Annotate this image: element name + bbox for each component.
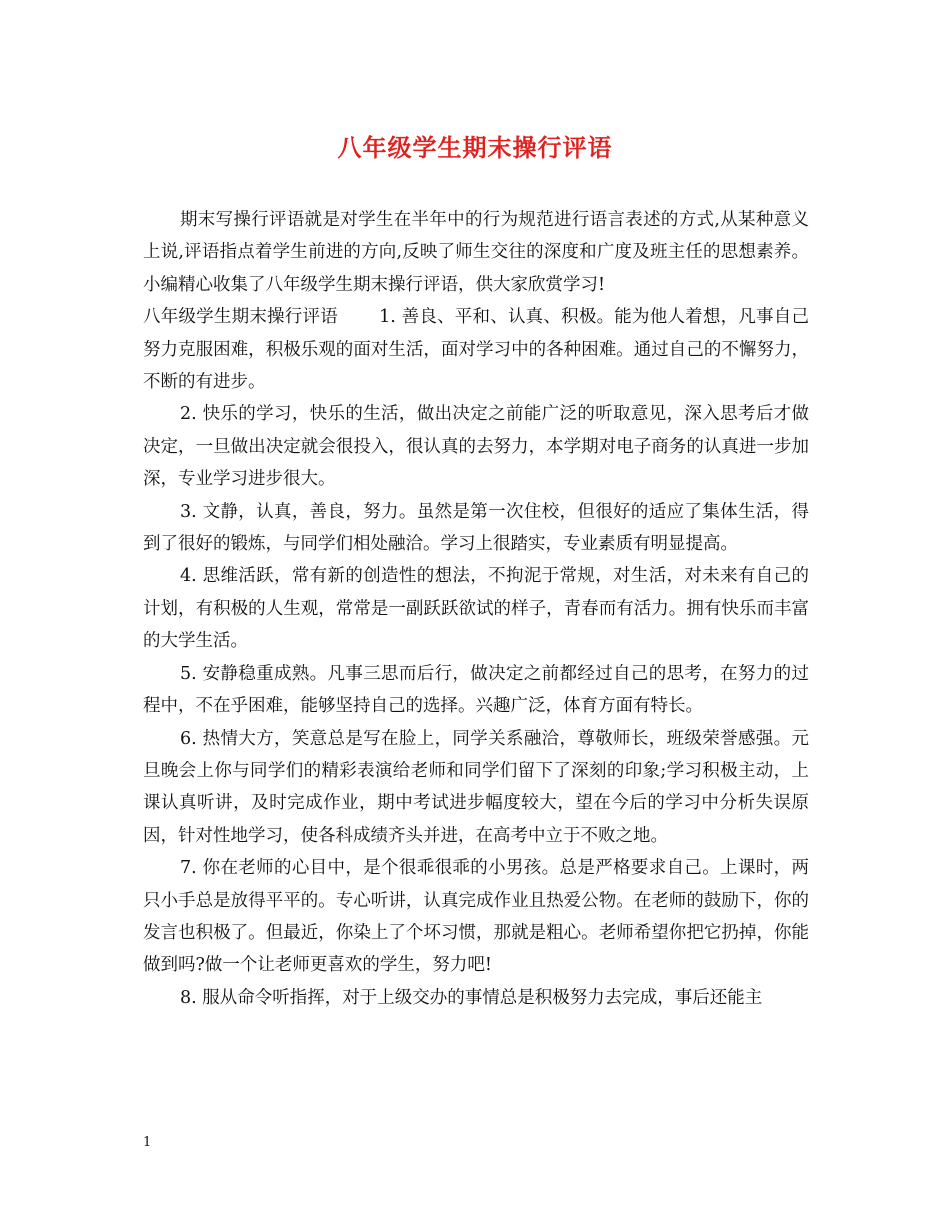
document-title: 八年级学生期末操行评语 bbox=[337, 133, 613, 162]
paragraph-comment-1: 八年级学生期末操行评语 1. 善良、平和、认真、积极。能为他人着想，凡事自己努力克服困难，积极乐观的面对生活，面对学习中的各种困难。通过自己的不懈努力，不断的有进步。 bbox=[143, 307, 809, 393]
paragraph-comment-7: 7. 你在老师的心目中，是个很乖很乖的小男孩。总是严格要求自己。上课时，两只小手总是放得平平的。专心听讲，认真完成作业且热爱公物。在老师的鼓励下，你的发言也积极了。但最近，你染上了个坏习惯，那就是粗心。老师希望你把它扔掉，你能做到吗?做一个让老师更喜欢的学生，努力吧! bbox=[143, 858, 809, 976]
paragraph-intro: 期末写操行评语就是对学生在半年中的行为规范进行语言表述的方式,从某种意义上说,评语指点着学生前进的方向,反映了师生交往的深度和广度及班主任的思想素养。小编精心收集了八年级学生期末操行评语，供大家欣赏学习! bbox=[143, 210, 809, 295]
paragraph-comment-5: 5. 安静稳重成熟。凡事三思而后行，做决定之前都经过自己的思考，在努力的过程中，不在乎困难，能够坚持自己的选择。兴趣广泛，体育方面有特长。 bbox=[143, 663, 809, 717]
document-body bbox=[143, 204, 809, 1014]
paragraph-comment-2: 2. 快乐的学习，快乐的生活，做出决定之前能广泛的听取意见，深入思考后才做决定，一旦做出决定就会很投入，很认真的去努力，本学期对电子商务的认真进一步加深，专业学习进步很大。 bbox=[143, 404, 809, 490]
paragraph-comment-3: 3. 文静，认真，善良，努力。虽然是第一次住校，但很好的适应了集体生活，得到了很好的锻炼，与同学们相处融洽。学习上很踏实，专业素质有明显提高。 bbox=[143, 501, 809, 555]
paragraph-comment-4: 4. 思维活跃，常有新的创造性的想法，不拘泥于常规，对生活，对未来有自己的计划，有积极的人生观，常常是一副跃跃欲试的样子，青春而有活力。拥有快乐而丰富的大学生活。 bbox=[143, 566, 809, 652]
page-number: 1 bbox=[143, 1135, 152, 1150]
paragraph-comment-6: 6. 热情大方，笑意总是写在脸上，同学关系融洽，尊敬师长，班级荣誉感强。元旦晚会上你与同学们的精彩表演给老师和同学们留下了深刻的印象;学习积极主动，上课认真听讲，及时完成作业，期中考试进步幅度较大，望在今后的学习中分析失误原因，针对性地学习，使各科成绩齐头并进，在高考中立于不败之地。 bbox=[143, 728, 809, 846]
paragraph-comment-8: 8. 服从命令听指挥，对于上级交办的事情总是积极努力去完成，事后还能主 bbox=[180, 987, 763, 1008]
